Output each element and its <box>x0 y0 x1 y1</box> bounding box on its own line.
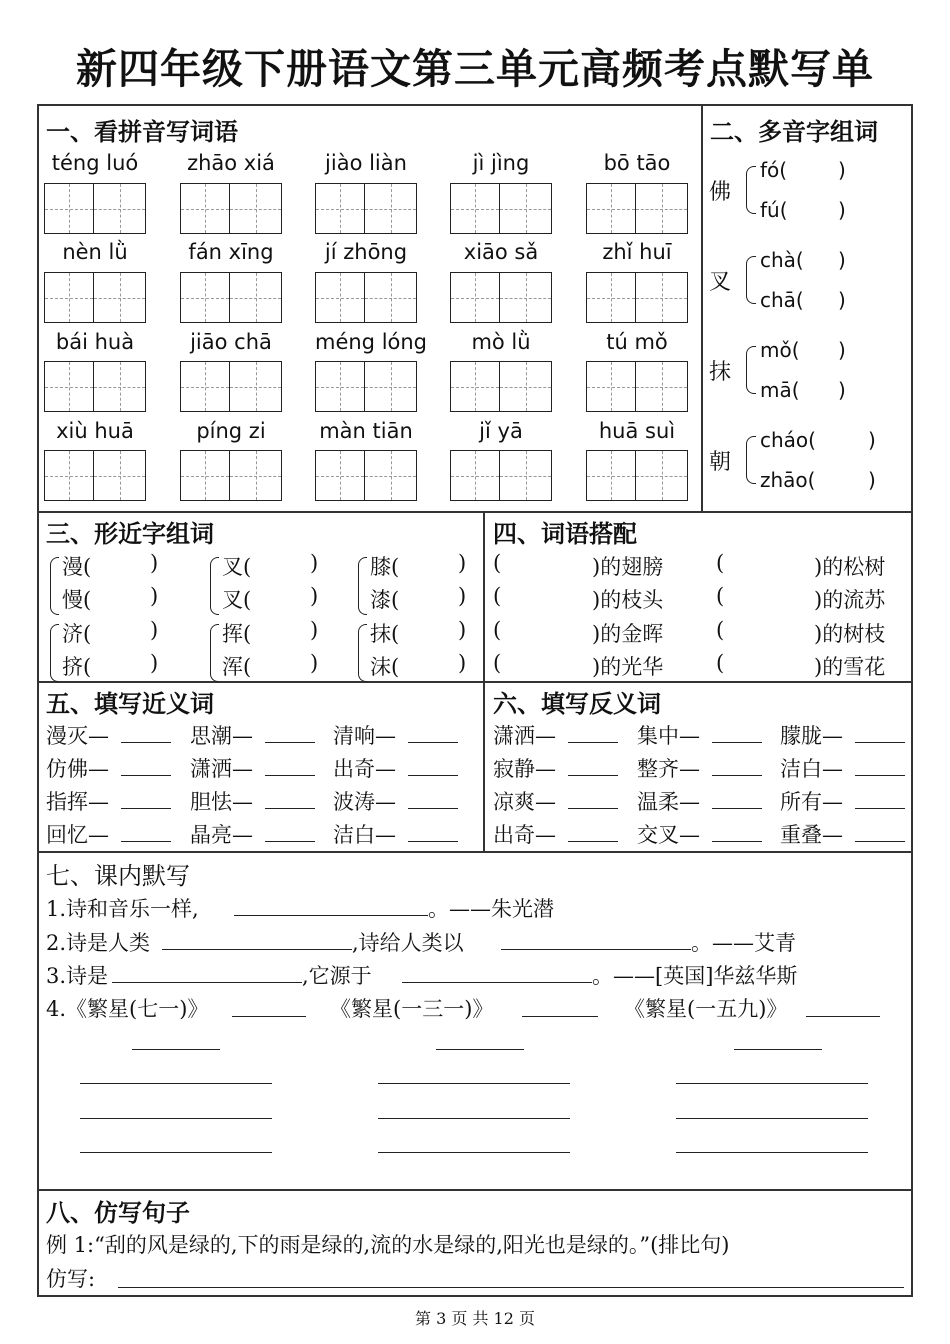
brace-icon <box>50 557 59 615</box>
writing-cell[interactable] <box>450 183 500 234</box>
pinyin-label: huā suì <box>598 419 676 443</box>
imitation-example: 例 1:“刮的风是绿的,下的雨是绿的,流的水是绿的,阳光也是绿的。”(排比句) <box>46 1233 730 1257</box>
polyphone-char: 叉 <box>709 270 732 295</box>
brace-icon <box>358 624 367 682</box>
writing-cell[interactable] <box>586 361 636 412</box>
dictation-line-3: 3.诗是 <box>46 964 109 988</box>
answer-blank[interactable] <box>408 775 458 776</box>
answer-blank[interactable] <box>568 808 618 809</box>
synonym-prompt: 漫灭— <box>46 724 109 748</box>
writing-cell[interactable] <box>365 361 417 412</box>
section-header: 八、仿写句子 <box>46 1198 190 1227</box>
writing-box[interactable] <box>315 272 417 323</box>
similar-char-item: 浑( <box>222 655 252 679</box>
close-paren: ) <box>838 248 846 272</box>
poem-title-131: 《繁星(一三一)》 <box>330 997 494 1021</box>
poem-answer-line[interactable] <box>436 1049 524 1050</box>
writing-cell[interactable] <box>586 272 636 323</box>
pinyin-label: xiù huā <box>56 419 134 443</box>
pinyin-label: jiāo chā <box>190 330 272 354</box>
writing-cell[interactable] <box>44 361 94 412</box>
imitation-label: 仿写: <box>46 1267 96 1291</box>
writing-box[interactable] <box>44 272 146 323</box>
writing-cell[interactable] <box>450 361 500 412</box>
divider <box>37 1189 913 1191</box>
collocation-part: )的金晖 <box>592 622 664 646</box>
writing-cell[interactable] <box>44 272 94 323</box>
polyphone-reading: mǒ( <box>760 338 800 362</box>
polyphone-reading: fú( <box>760 198 788 222</box>
close-paren: ) <box>458 551 467 575</box>
writing-cell[interactable] <box>500 361 552 412</box>
writing-box[interactable] <box>315 450 417 501</box>
poem-answer-line[interactable] <box>80 1152 272 1153</box>
answer-blank[interactable] <box>232 1016 306 1017</box>
writing-box[interactable] <box>450 272 552 323</box>
dictation-line-1: 1.诗和音乐一样, <box>46 897 199 921</box>
brace-icon <box>210 624 219 682</box>
polyphone-char: 佛 <box>709 180 732 205</box>
pinyin-label: jǐ yā <box>479 419 523 443</box>
close-paren: ) <box>150 551 159 575</box>
pinyin-label: bō tāo <box>603 151 671 175</box>
writing-cell[interactable] <box>500 183 552 234</box>
similar-char-item: 沫( <box>370 655 400 679</box>
writing-cell[interactable] <box>180 272 230 323</box>
dictation-line-2-mid: ,诗给人类以 <box>352 931 464 955</box>
collocation-part: )的光华 <box>592 655 664 679</box>
section-header: 四、词语搭配 <box>493 519 637 548</box>
antonym-prompt: 洁白— <box>780 757 843 781</box>
writing-box[interactable] <box>586 272 688 323</box>
collocation-part: ( <box>716 584 725 608</box>
writing-box[interactable] <box>180 361 282 412</box>
dictation-line-1-source: 。——朱光潜 <box>428 897 554 921</box>
pinyin-label: jì jìng <box>472 151 530 175</box>
answer-blank[interactable] <box>712 808 762 809</box>
similar-char-item: 挤( <box>62 655 92 679</box>
poem-answer-line[interactable] <box>378 1083 570 1084</box>
similar-char-item: 漫( <box>62 555 92 579</box>
pinyin-label: mò lǜ <box>471 330 531 354</box>
writing-cell[interactable] <box>230 272 282 323</box>
poem-answer-line[interactable] <box>676 1083 868 1084</box>
writing-cell[interactable] <box>44 183 94 234</box>
antonym-prompt: 温柔— <box>637 790 700 814</box>
section-header: 二、多音字组词 <box>710 117 878 146</box>
writing-cell[interactable] <box>180 361 230 412</box>
answer-blank[interactable] <box>501 949 691 950</box>
similar-char-item: 济( <box>62 622 92 646</box>
answer-blank[interactable] <box>402 982 592 983</box>
synonym-prompt: 指挥— <box>46 790 109 814</box>
writing-cell[interactable] <box>94 183 146 234</box>
close-paren: ) <box>838 288 846 312</box>
answer-blank[interactable] <box>121 742 171 743</box>
writing-box[interactable] <box>586 361 688 412</box>
writing-box[interactable] <box>450 450 552 501</box>
writing-cell[interactable] <box>365 272 417 323</box>
close-paren: ) <box>868 468 876 492</box>
pinyin-label: méng lóng <box>315 330 428 354</box>
polyphone-reading: chà( <box>760 248 804 272</box>
answer-blank[interactable] <box>855 742 905 743</box>
poem-answer-line[interactable] <box>80 1118 272 1119</box>
brace-icon <box>746 436 756 484</box>
writing-cell[interactable] <box>315 183 365 234</box>
collocation-part: )的流苏 <box>814 588 886 612</box>
dictation-line-3-mid: ,它源于 <box>302 964 372 988</box>
collocation-part: ( <box>716 551 725 575</box>
antonym-prompt: 凉爽— <box>493 790 556 814</box>
answer-blank[interactable] <box>568 742 618 743</box>
answer-blank[interactable] <box>855 841 905 842</box>
imitation-answer-line[interactable] <box>118 1287 904 1288</box>
antonym-prompt: 潇洒— <box>493 724 556 748</box>
writing-cell[interactable] <box>365 450 417 501</box>
page-title: 新四年级下册语文第三单元高频考点默写单 <box>76 45 874 93</box>
collocation-part: )的翅膀 <box>592 555 664 579</box>
similar-char-item: 叉( <box>222 555 252 579</box>
pinyin-label: bái huà <box>55 330 135 354</box>
close-paren: ) <box>868 428 876 452</box>
page-footer: 第 3 页 共 12 页 <box>415 1309 535 1328</box>
antonym-prompt: 所有— <box>780 790 843 814</box>
similar-char-item: 叉( <box>222 588 252 612</box>
pinyin-label: nèn lǜ <box>62 240 128 264</box>
divider <box>37 851 913 853</box>
collocation-part: )的树枝 <box>814 622 886 646</box>
answer-blank[interactable] <box>712 775 762 776</box>
poem-title-159: 《繁星(一五九)》 <box>624 997 788 1021</box>
similar-char-item: 膝( <box>370 555 400 579</box>
close-paren: ) <box>310 651 319 675</box>
collocation-part: )的雪花 <box>814 655 886 679</box>
answer-blank[interactable] <box>265 808 315 809</box>
pinyin-label: xiāo sǎ <box>463 240 539 264</box>
writing-box[interactable] <box>180 272 282 323</box>
answer-blank[interactable] <box>408 841 458 842</box>
brace-icon <box>210 557 219 615</box>
writing-cell[interactable] <box>450 272 500 323</box>
section-header: 七、课内默写 <box>46 862 190 890</box>
polyphone-reading: mā( <box>760 378 800 402</box>
antonym-prompt: 重叠— <box>780 823 843 847</box>
writing-cell[interactable] <box>636 450 688 501</box>
close-paren: ) <box>310 618 319 642</box>
similar-char-item: 漆( <box>370 588 400 612</box>
similar-char-item: 挥( <box>222 622 252 646</box>
antonym-prompt: 集中— <box>637 724 700 748</box>
answer-blank[interactable] <box>855 808 905 809</box>
writing-cell[interactable] <box>94 272 146 323</box>
poem-answer-line[interactable] <box>132 1049 220 1050</box>
close-paren: ) <box>150 584 159 608</box>
writing-box[interactable] <box>44 183 146 234</box>
polyphone-char: 抹 <box>709 360 732 385</box>
brace-icon <box>746 346 756 394</box>
answer-blank[interactable] <box>408 742 458 743</box>
brace-icon <box>358 557 367 615</box>
close-paren: ) <box>458 584 467 608</box>
synonym-prompt: 回忆— <box>46 823 109 847</box>
synonym-prompt: 潇洒— <box>190 757 253 781</box>
writing-cell[interactable] <box>180 450 230 501</box>
writing-cell[interactable] <box>94 361 146 412</box>
collocation-part: )的枝头 <box>592 588 664 612</box>
writing-cell[interactable] <box>315 450 365 501</box>
pinyin-label: píng zi <box>196 419 266 443</box>
dictation-line-2: 2.诗是人类 <box>46 931 151 955</box>
section-header: 五、填写近义词 <box>46 689 214 718</box>
pinyin-label: jí zhōng <box>324 240 408 264</box>
poem-answer-line[interactable] <box>80 1083 272 1084</box>
synonym-prompt: 清响— <box>333 724 396 748</box>
writing-box[interactable] <box>180 450 282 501</box>
polyphone-reading: cháo( <box>760 428 816 452</box>
synonym-prompt: 胆怯— <box>190 790 253 814</box>
answer-blank[interactable] <box>121 808 171 809</box>
polyphone-char: 朝 <box>709 450 732 475</box>
answer-blank[interactable] <box>408 808 458 809</box>
brace-icon <box>746 166 756 214</box>
answer-blank[interactable] <box>162 949 352 950</box>
answer-blank[interactable] <box>112 982 302 983</box>
poem-answer-line[interactable] <box>676 1152 868 1153</box>
close-paren: ) <box>838 198 846 222</box>
divider <box>37 511 913 513</box>
writing-cell[interactable] <box>500 272 552 323</box>
collocation-part: ( <box>493 551 502 575</box>
writing-cell[interactable] <box>636 272 688 323</box>
answer-blank[interactable] <box>234 915 428 916</box>
synonym-prompt: 出奇— <box>333 757 396 781</box>
pinyin-label: zhāo xiá <box>187 151 275 175</box>
writing-cell[interactable] <box>365 183 417 234</box>
writing-box[interactable] <box>315 183 417 234</box>
collocation-part: ( <box>493 618 502 642</box>
writing-cell[interactable] <box>500 450 552 501</box>
synonym-prompt: 波涛— <box>333 790 396 814</box>
antonym-prompt: 出奇— <box>493 823 556 847</box>
poem-answer-line[interactable] <box>378 1118 570 1119</box>
polyphone-reading: chā( <box>760 288 804 312</box>
writing-cell[interactable] <box>450 450 500 501</box>
writing-cell[interactable] <box>94 450 146 501</box>
synonym-prompt: 晶亮— <box>190 823 253 847</box>
writing-cell[interactable] <box>230 361 282 412</box>
collocation-part: ( <box>493 651 502 675</box>
answer-blank[interactable] <box>855 775 905 776</box>
section-header: 六、填写反义词 <box>493 689 661 718</box>
section-header: 三、形近字组词 <box>46 519 214 548</box>
collocation-part: ( <box>716 651 725 675</box>
writing-cell[interactable] <box>636 183 688 234</box>
writing-cell[interactable] <box>230 183 282 234</box>
writing-box[interactable] <box>450 361 552 412</box>
writing-cell[interactable] <box>586 450 636 501</box>
brace-icon <box>50 624 59 682</box>
answer-blank[interactable] <box>712 841 762 842</box>
pinyin-label: tú mǒ <box>606 330 668 354</box>
pinyin-label: jiào liàn <box>325 151 407 175</box>
poem-title-71: 4.《繁星(七一)》 <box>46 997 209 1021</box>
divider <box>701 104 703 511</box>
answer-blank[interactable] <box>568 841 618 842</box>
polyphone-reading: fó( <box>760 158 788 182</box>
writing-box[interactable] <box>315 361 417 412</box>
answer-blank[interactable] <box>265 775 315 776</box>
answer-blank[interactable] <box>712 742 762 743</box>
collocation-part: )的松树 <box>814 555 886 579</box>
synonym-prompt: 思潮— <box>190 724 253 748</box>
writing-cell[interactable] <box>230 450 282 501</box>
poem-answer-line[interactable] <box>734 1049 822 1050</box>
antonym-prompt: 朦胧— <box>780 724 843 748</box>
collocation-part: ( <box>493 584 502 608</box>
writing-cell[interactable] <box>44 450 94 501</box>
poem-answer-line[interactable] <box>676 1118 868 1119</box>
similar-char-item: 慢( <box>62 588 92 612</box>
pinyin-label: téng luó <box>51 151 139 175</box>
brace-icon <box>746 256 756 304</box>
close-paren: ) <box>150 651 159 675</box>
writing-box[interactable] <box>44 450 146 501</box>
close-paren: ) <box>310 584 319 608</box>
poem-answer-line[interactable] <box>378 1152 570 1153</box>
writing-box[interactable] <box>450 183 552 234</box>
pinyin-label: màn tiān <box>319 419 413 443</box>
similar-char-item: 抹( <box>370 622 400 646</box>
antonym-prompt: 寂静— <box>493 757 556 781</box>
synonym-prompt: 仿佛— <box>46 757 109 781</box>
writing-cell[interactable] <box>586 183 636 234</box>
writing-cell[interactable] <box>315 361 365 412</box>
close-paren: ) <box>838 378 846 402</box>
writing-box[interactable] <box>586 183 688 234</box>
answer-blank[interactable] <box>522 1016 598 1017</box>
writing-box[interactable] <box>586 450 688 501</box>
writing-cell[interactable] <box>636 361 688 412</box>
pinyin-label: zhǐ huī <box>602 240 672 264</box>
antonym-prompt: 交叉— <box>637 823 700 847</box>
close-paren: ) <box>838 338 846 362</box>
synonym-prompt: 洁白— <box>333 823 396 847</box>
answer-blank[interactable] <box>121 775 171 776</box>
writing-box[interactable] <box>44 361 146 412</box>
answer-blank[interactable] <box>568 775 618 776</box>
pinyin-label: fán xīng <box>188 240 274 264</box>
divider <box>37 681 913 683</box>
writing-cell[interactable] <box>315 272 365 323</box>
polyphone-reading: zhāo( <box>760 468 816 492</box>
dictation-line-3-source: 。——[英国]华兹华斯 <box>592 964 798 988</box>
dictation-line-2-source: 。——艾青 <box>691 931 796 955</box>
close-paren: ) <box>310 551 319 575</box>
section-header: 一、看拼音写词语 <box>46 117 238 146</box>
collocation-part: ( <box>716 618 725 642</box>
antonym-prompt: 整齐— <box>637 757 700 781</box>
writing-cell[interactable] <box>180 183 230 234</box>
close-paren: ) <box>458 651 467 675</box>
close-paren: ) <box>838 158 846 182</box>
answer-blank[interactable] <box>121 841 171 842</box>
answer-blank[interactable] <box>265 742 315 743</box>
answer-blank[interactable] <box>265 841 315 842</box>
close-paren: ) <box>150 618 159 642</box>
close-paren: ) <box>458 618 467 642</box>
answer-blank[interactable] <box>806 1016 880 1017</box>
writing-box[interactable] <box>180 183 282 234</box>
